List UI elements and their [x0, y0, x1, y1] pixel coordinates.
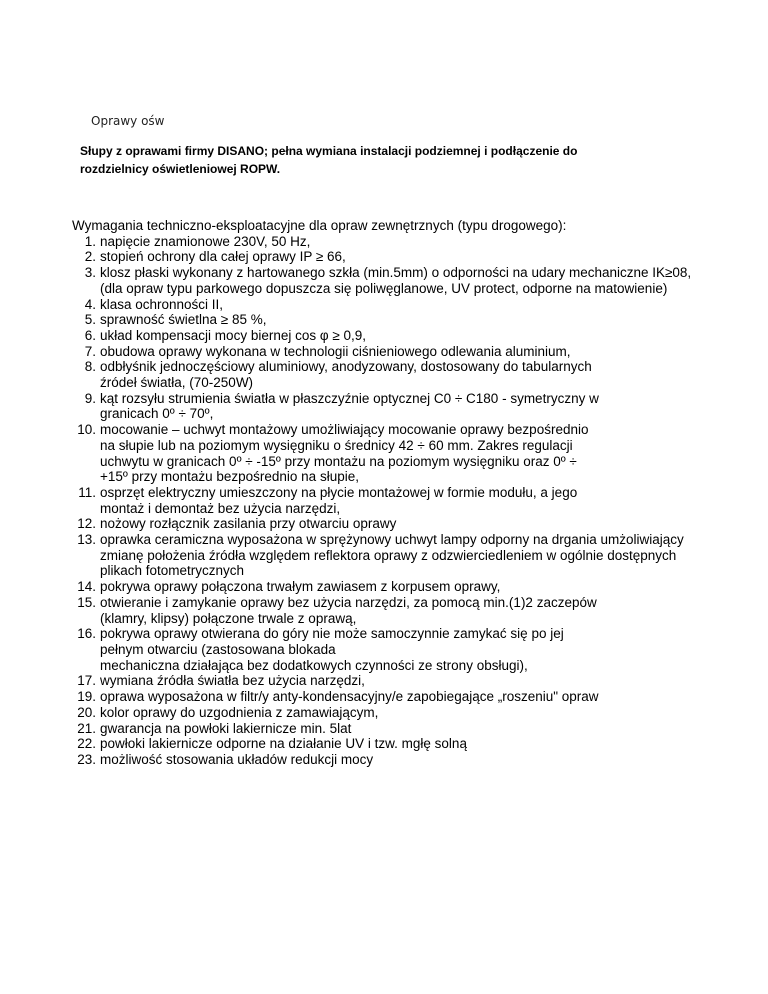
requirement-number: 15. — [77, 594, 96, 610]
requirement-line: wymiana źródła światła bez użycia narzędzi, — [100, 673, 365, 689]
requirement-text — [100, 516, 742, 532]
requirement-line: granicach 0º ÷ 70º, — [100, 406, 214, 422]
requirement-line: pokrywa oprawy połączona trwałym zawiasem z korpusem oprawy, — [100, 579, 501, 595]
requirement-item — [72, 689, 742, 705]
requirement-item — [72, 752, 742, 768]
requirement-line: oprawka ceramiczna wyposażona w sprężynowy uchwyt lampy odporny na drgania umżoliwiający — [100, 532, 684, 548]
requirement-text — [100, 673, 742, 689]
requirement-item — [72, 673, 742, 689]
requirement-number: 17. — [77, 673, 96, 689]
requirement-line: kolor oprawy do uzgodnienia z zamawiającym, — [100, 704, 379, 720]
subtitle-line: rozdzielnicy oświetleniowej ROPW. — [80, 162, 281, 176]
requirement-line: (klamry, klipsy) połączone trwale z oprawą, — [100, 610, 357, 626]
subtitle-line: Słupy z oprawami firmy DISANO; pełna wymiana instalacji podziemnej i podłączenie do — [80, 144, 578, 158]
requirement-text — [100, 626, 742, 673]
requirement-line: odbłyśnik jednoczęściowy aluminiowy, anodyzowany, dostosowany do tabularnych — [100, 359, 592, 375]
requirement-line: napięcie znamionowe 230V, 50 Hz, — [100, 233, 311, 249]
requirement-line: nożowy rozłącznik zasilania przy otwarciu oprawy — [100, 516, 397, 532]
requirement-item — [72, 721, 742, 737]
requirement-line: obudowa oprawy wykonana w technologii ciśnieniowego odlewania aluminium, — [100, 343, 571, 359]
requirement-text — [100, 532, 742, 579]
requirement-item — [72, 312, 742, 328]
requirement-item — [72, 234, 742, 250]
requirement-item — [72, 344, 742, 360]
requirement-item — [72, 422, 742, 485]
requirement-text — [100, 344, 742, 360]
requirement-text — [100, 721, 742, 737]
requirement-line: otwieranie i zamykanie oprawy bez użycia narzędzi, za pomocą min.(1)2 zaczepów — [100, 594, 597, 610]
requirement-line: układ kompensacji mocy biernej cos φ ≥ 0,9, — [100, 327, 367, 343]
requirement-item — [72, 359, 742, 390]
requirement-number: 9. — [84, 390, 96, 406]
requirement-number: 2. — [84, 249, 96, 265]
requirement-item — [72, 328, 742, 344]
requirement-item — [72, 516, 742, 532]
requirement-item — [72, 265, 742, 296]
requirement-line: klosz płaski wykonany z hartowanego szkła (min.5mm) o odporności na udary mechaniczne IK≥08, — [100, 265, 692, 281]
requirement-line: montaż i demontaż bez użycia narzędzi, — [100, 500, 341, 516]
requirement-number: 13. — [77, 532, 96, 548]
requirement-number: 19. — [77, 689, 96, 705]
requirement-text — [100, 595, 742, 626]
requirement-number: 22. — [77, 736, 96, 752]
requirement-line: sprawność świetlna ≥ 85 %, — [100, 312, 267, 328]
requirement-number: 6. — [84, 327, 96, 343]
requirement-line: pełnym otwarciu (zastosowana blokada — [100, 641, 336, 657]
requirements-list — [72, 234, 742, 768]
requirement-item — [72, 485, 742, 516]
requirement-item — [72, 249, 742, 265]
requirement-line: na słupie lub na poziomym wysięgniku o średnicy 42 ÷ 60 mm. Zakres regulacji — [100, 437, 573, 453]
requirement-line: +15º przy montażu bezpośrednio na słupie, — [100, 469, 359, 485]
requirement-item — [72, 297, 742, 313]
requirement-line: osprzęt elektryczny umieszczony na płycie montażowej w formie modułu, a jego — [100, 484, 578, 500]
requirement-number: 16. — [77, 626, 96, 642]
requirement-text — [100, 265, 742, 296]
requirement-item — [72, 736, 742, 752]
requirement-item — [72, 626, 742, 673]
document-subtitle — [80, 142, 680, 178]
requirement-text — [100, 736, 742, 752]
requirement-line: kąt rozsyłu strumienia światła w płaszczyźnie optycznej C0 ÷ C180 - symetryczny w — [100, 390, 599, 406]
requirement-number: 3. — [84, 265, 96, 281]
requirement-item — [72, 391, 742, 422]
document-title: Oprawy ośw — [91, 114, 165, 128]
requirement-number: 8. — [84, 359, 96, 375]
requirement-line: zmianę położenia źródła względem reflektora oprawy z odzwierciedleniem w ogólnie dostępnych — [100, 547, 677, 563]
requirement-number: 14. — [77, 579, 96, 595]
requirement-text — [100, 297, 742, 313]
requirement-line: stopień ochrony dla całej oprawy IP ≥ 66, — [100, 249, 346, 265]
requirement-text — [100, 328, 742, 344]
requirement-text — [100, 422, 742, 485]
requirement-line: klasa ochronności II, — [100, 296, 224, 312]
requirement-number: 12. — [77, 516, 96, 532]
requirement-line: mechaniczna działająca bez dodatkowych czynności ze strony obsługi), — [100, 657, 528, 673]
requirement-number: 10. — [77, 422, 96, 438]
requirement-number: 20. — [77, 704, 96, 720]
requirement-item — [72, 579, 742, 595]
requirement-number: 7. — [84, 343, 96, 359]
requirement-line: pokrywa oprawy otwierana do góry nie może samoczynnie zamykać się po jej — [100, 626, 564, 642]
requirement-number: 21. — [77, 720, 96, 736]
requirement-text — [100, 579, 742, 595]
requirement-line: (dla opraw typu parkowego dopuszcza się poliwęglanowe, UV protect, odporne na matowienie) — [100, 280, 668, 296]
requirement-number: 1. — [84, 233, 96, 249]
requirement-line: gwarancja na powłoki lakiernicze min. 5lat — [100, 720, 352, 736]
requirement-text — [100, 705, 742, 721]
requirement-text — [100, 359, 742, 390]
requirement-number: 5. — [84, 312, 96, 328]
requirement-item — [72, 705, 742, 721]
requirements-section — [72, 218, 742, 768]
requirement-line: powłoki lakiernicze odporne na działanie UV i tzw. mgłę solną — [100, 736, 467, 752]
requirement-text — [100, 234, 742, 250]
requirement-number: 11. — [78, 484, 96, 500]
requirement-text — [100, 752, 742, 768]
requirements-heading: Wymagania techniczno-eksploatacyjne dla opraw zewnętrznych (typu drogowego): — [72, 218, 567, 233]
requirement-line: mocowanie – uchwyt montażowy umożliwiający mocowanie oprawy bezpośrednio — [100, 422, 589, 438]
requirement-item — [72, 595, 742, 626]
requirement-text — [100, 312, 742, 328]
requirement-number: 23. — [77, 751, 96, 767]
requirement-text — [100, 249, 742, 265]
requirement-text — [100, 689, 742, 705]
requirement-line: oprawa wyposażona w filtr/y anty-kondensacyjny/e zapobiegające „roszeniu" opraw — [100, 689, 599, 705]
requirement-line: uchwytu w granicach 0º ÷ -15º przy montażu na poziomym wysięgniku oraz 0º ÷ — [100, 453, 577, 469]
requirement-text — [100, 485, 742, 516]
requirement-number: 4. — [84, 296, 96, 312]
requirement-line: źródeł światła, (70-250W) — [100, 375, 254, 391]
requirement-item — [72, 532, 742, 579]
requirement-line: plikach fotometrycznych — [100, 563, 245, 579]
requirement-text — [100, 391, 742, 422]
requirement-line: możliwość stosowania układów redukcji mocy — [100, 751, 374, 767]
